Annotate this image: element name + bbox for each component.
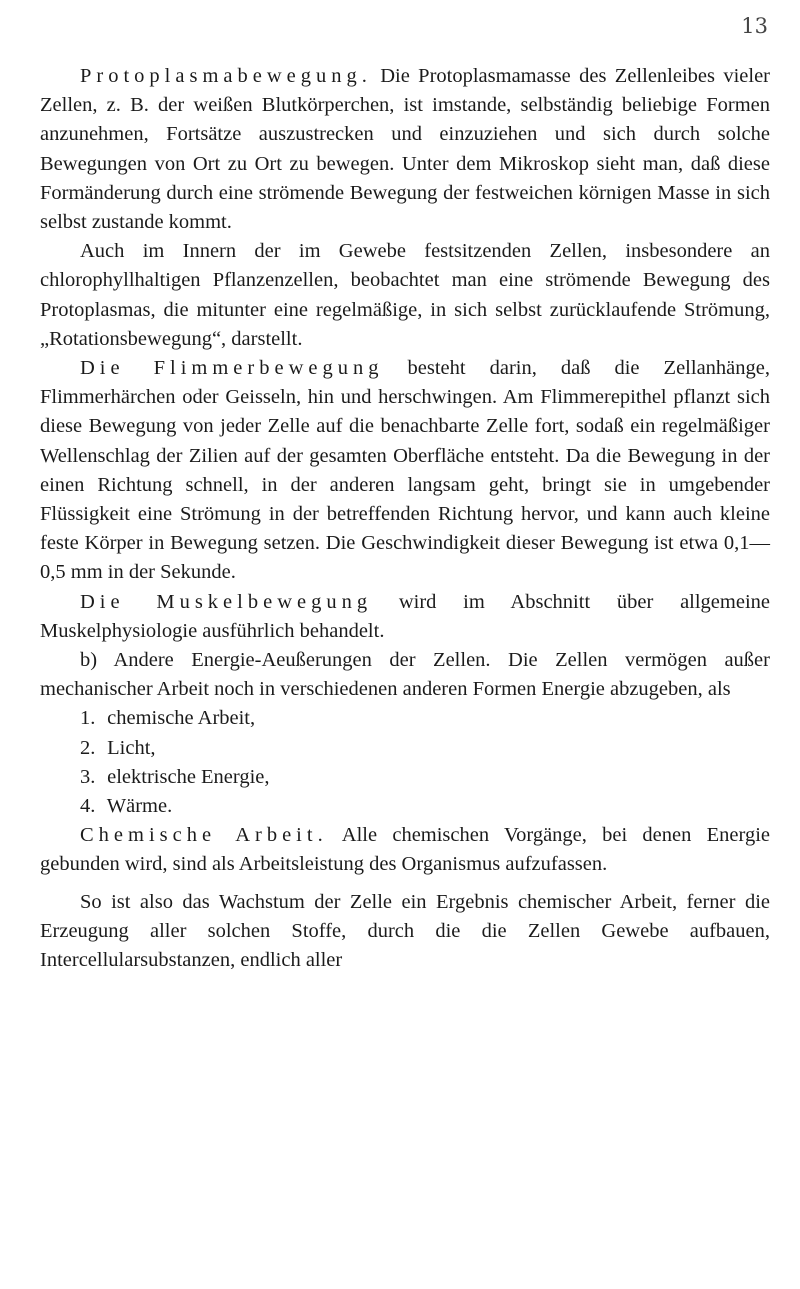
list-item <box>80 704 770 733</box>
energy-forms-list <box>40 704 770 821</box>
paragraph-flimmerbewegung <box>40 354 770 588</box>
paragraph-text: b) Andere Energie-Aeußerungen der Zellen. Die Zellen vermögen außer mechanischer Arbeit noch in verschiedenen anderen Formen Energie abzugeben, als <box>40 649 770 701</box>
list-number: 4. <box>80 795 96 818</box>
spaced-heading: Protoplasmabewegung. <box>80 65 372 87</box>
paragraph-wachstum <box>40 888 770 976</box>
list-item <box>80 792 770 821</box>
page-number: 13 <box>741 14 768 38</box>
body-text <box>40 62 770 975</box>
paragraph-text: So ist also das Wachstum der Zelle ein Ergebnis chemischer Arbeit, ferner die Erzeugung aller solchen Stoffe, durch die die Zellen Gewebe aufbauen, Intercellularsubstanzen, endlich aller <box>40 890 770 972</box>
spaced-heading: Die Muskelbewegung <box>80 590 373 613</box>
paragraph-text: besteht darin, daß die Zellanhänge, Flimmerhärchen oder Geisseln, hin und herschwingen. Am Flimmerepithel pflanzt sich diese Bewegung von jeder Zelle auf die benachbarte Zelle fort, sodaß ein regelmäßiger Wellenschlag der Zilien auf der gesamten Oberfläche entsteht. Da die Bewegung in der einen Richtung schnell, in der anderen langsam geht, bringt sie in umgebender Flüssigkeit eine Strömung in der betreffenden Richtung hervor, und kann auch kleine feste Körper in Bewegung setzen. Die Geschwindigkeit dieser Bewegung ist etwa 0,1—0,5 mm in der Sekunde. <box>40 357 770 584</box>
spaced-heading: Die Flimmerbewegung <box>80 357 384 380</box>
list-number: 1. <box>80 707 96 730</box>
list-number: 2. <box>80 736 96 759</box>
spaced-heading: Chemische Arbeit. <box>80 824 328 847</box>
paragraph-text: Auch im Innern der im Gewebe festsitzenden Zellen, insbesondere an chlorophyllhaltigen Pflanzenzellen, beobachtet man eine strömende Bewegung des Protoplasmas, die mitunter eine regelmäßige, in sich selbst zurücklaufende Strömung, „Rotationsbewegung“, darstellt. <box>40 240 770 350</box>
paragraph-text: wird im Abschnitt über allgemeine Muskelphysiologie ausführlich behandelt. <box>40 590 770 642</box>
list-text: Licht, <box>107 736 156 759</box>
list-item <box>80 734 770 763</box>
list-text: chemische Arbeit, <box>107 707 256 730</box>
list-text: Wärme. <box>106 795 173 818</box>
paragraph-energie-aeusserungen <box>40 646 770 704</box>
paragraph-text: Die Protoplasmamasse des Zellenleibes vieler Zellen, z. B. der weißen Blutkörperchen, ist imstande, selbständig beliebige Formen anzunehmen, Fortsätze auszustrecken und einzuziehen und sich durch solche Bewegungen von Ort zu Ort zu bewegen. Unter dem Mikroskop sieht man, daß diese Formänderung durch eine strömende Bewegung der festweichen körnigen Masse in sich selbst zustande kommt. <box>40 65 770 234</box>
paragraph-protoplasmabewegung <box>40 62 770 237</box>
list-number: 3. <box>80 765 96 788</box>
paragraph-chemische-arbeit <box>40 821 770 879</box>
paragraph-muskelbewegung <box>40 588 770 646</box>
paragraph-rotationsbewegung <box>40 237 770 354</box>
list-item <box>80 763 770 792</box>
list-text: elektrische Energie, <box>107 765 270 788</box>
paragraph-text: Alle chemischen Vorgänge, bei denen Energie gebunden wird, sind als Arbeitsleistung des Organismus aufzufassen. <box>40 824 770 876</box>
